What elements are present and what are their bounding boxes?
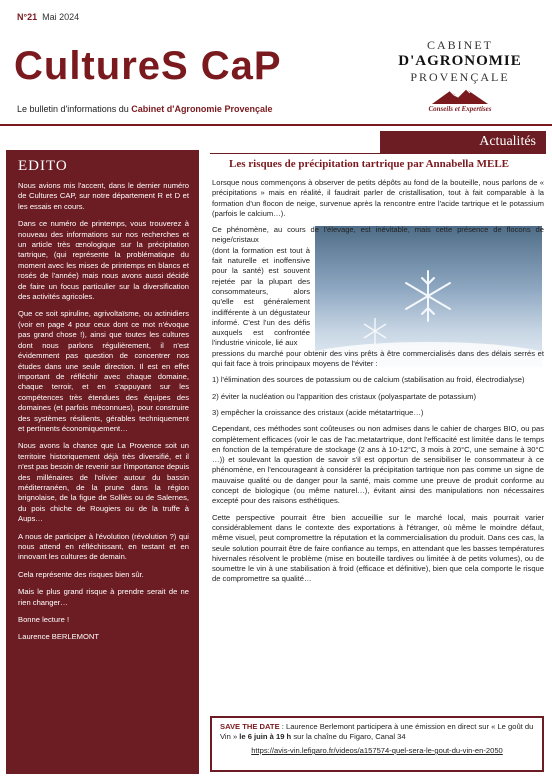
save-the-date-label: SAVE THE DATE [220,722,280,731]
edito-body [6,175,199,643]
edito-paragraph: Que ce soit spiruline, agrivoltaïsme, ou actinidiers (voir en page 4 pour ceux dont ce mot n'évoque pas grand chose !), ainsi que toutes les cultures dont nous parlons régulièrement, il n'est évidemment pas question de concentrer nos études dans une seule direction. Il est en effet important de réfléchir avec chaque domaine, chaque terroir, et en s'appuyant sur les compétences très étendues des équipes des domaines (et parfois méconnues), pour construire des systèmes résilients, gérables techniquement et pertinents économiquement… [18,309,189,433]
article-paragraph: Cette perspective pourrait être bien accueillie sur le marché local, mais pourrait varier considérablement dans le contexte des exportations à l'étranger, où même le moindre défaut, même visuel, peut compromettre la réputation et la commercialisation du produit. Dans ces cas, la seule solution pourrait être de faire confiance au temps, en attendant que les basses températures hivernales résolvent le problème (mise en bouteille tardives ou limitée à de petits volumes), ou de soumettre le vin à une stabilisation à froid (efficace et définitive), bien que cela comporte le risque de compromettre sa qualité… [212,512,544,584]
edito-paragraph: Nous avions mis l'accent, dans le dernier numéro de Cultures CAP, sur notre département R et D et les essais en cours. [18,181,189,211]
issue-info [17,12,79,22]
actualites-divider [210,153,546,154]
article-list-item: 2) éviter la nucléation ou l'apparition des cristaux (polyaspartate de potassium) [212,391,476,401]
event-link[interactable]: https://avis-vin.lefigaro.fr/videos/a157574-quel-sera-le-gout-du-vin-en-2050 [251,746,503,755]
issue-date: Mai 2024 [42,12,80,22]
article-paragraph: pressions du marché pour obtenir des vins prêts à être commercialisés dans des délais serrés et qui fait face à trois principaux moyens de l'éviter : [212,348,544,369]
article-paragraph: Cependant, ces méthodes sont coûteuses ou non admises dans le cahier de charges BIO, ou pas complètement efficaces (voir le cas de l'ac.metatartrique, dont l'efficacité est limitée dans le temps en fonction de la température de stockage (2 ans à 10-12°C, 3 mois à 20°C, une semaine à 30°C …)) et soulevant la question de savoir s'il est opportun de sensibiliser le consommateur à ce phénomène, en l'encourageant à considérer la précipitation tartrique non pas comme un signe de mauvaise qualité ou de danger pour la santé, mais comme une preuve de produit conforme au concept de biologique (ou même naturel…), évitant ainsi des manipulations non nécessaires excepté pour des raisons esthétiques. [212,424,544,506]
logo-line-3: PROVENÇALE [410,70,510,84]
event-date: le 6 juin à 19 h [239,732,292,741]
article-wrapped-text: (dont la formation est tout à fait naturelle et inoffensive pour la santé) est souvent rejetée par la plupart des consommateurs, alors qu'elle est généralement indifférente à un dégustateur informé. C'est l'un des défis auxquels est confrontée l'industrie vinicole, lié aux [212,245,310,348]
edito-paragraph: Mais le plus grand risque à prendre serait de ne rien changer… [18,587,189,607]
article-paragraph: Ce phénomène, au cours de l'élevage, est inévitable, mais cette présence de flocons de neige/cristaux [212,225,544,245]
edito-paragraph: Dans ce numéro de printemps, vous trouverez à nouveau des informations sur nos recherches et un article très œnologique sur la précipitation tartrique, (qui représente la problématique du moment avec les mises de printemps en blancs et rosés de l'année) mais nous avons aussi décidé de faire un focus particulier sur la diversification des activités agricoles. [18,219,189,302]
edito-paragraph: A nous de participer à l'évolution (révolution ?) qui nous attend en réfléchissant, en testant et en innovant les cultures de demain. [18,531,189,562]
company-logo [380,38,540,113]
header-divider [0,124,552,126]
article-title: Les risques de précipitation tartrique par Annabella MELE [229,158,510,170]
mountain-icon [430,87,490,105]
newsletter-title: CultureS CaP [14,44,282,88]
org-name: Cabinet d'Agronomie Provençale [131,104,273,114]
edito-panel [6,150,199,774]
edito-signature: Laurence BERLEMONT [18,632,100,642]
article-body [212,178,544,591]
edito-paragraph: Cela représente des risques bien sûr. [18,569,144,579]
logo-tagline: Conseils et Expertises [428,105,492,113]
newsletter-subtitle: Le bulletin d'informations du Cabinet d'Agronomie Provençale [17,104,273,114]
issue-number: N°21 [17,12,38,22]
actualites-tab: Actualités [380,131,546,153]
save-the-date-box: SAVE THE DATE : Laurence Berlemont participera à une émission en direct sur « Le goût du Vin » le 6 juin à 19 h sur la chaîne du Figaro, Canal 34 https://avis-vin.lefigaro.fr/videos/a157574-quel-sera-le-gout-du-vin-en-2050 [210,716,544,772]
article-paragraph: Lorsque nous commençons à observer de petits dépôts au fond de la bouteille, nous parlons de « précipitations » mais en réalité, il faudrait parler de cristallisation, tout à fait comparable à la formation d'un flocon de neige, survenue après la rencontre entre l'acide tartrique et le potassium (parfois le calcium…). [212,178,544,218]
logo-line-2: D'AGRONOMIE [398,53,522,69]
edito-paragraph: Bonne lecture ! [18,615,70,625]
article-list-item: 3) empêcher la croissance des cristaux (acide métatartrique…) [212,407,424,417]
edito-paragraph: Nous avons la chance que La Provence soit un territoire historiquement déjà très diversifié, et il n'est pas besoin de revenir sur l'importance depuis des millénaires de l'olivier autour du bassin méditerranéen, de la prune dans la région brignolaise, de la figue de Solliès ou de Salernes, du pois chiche de Rougiers ou de la truffe à Aups… [18,441,189,524]
edito-heading: EDITO [18,158,68,174]
article-list-item: 1) l'élimination des sources de potassium ou de calcium (stabilisation au froid, électrodialyse) [212,375,525,385]
logo-line-1: CABINET [427,38,493,52]
